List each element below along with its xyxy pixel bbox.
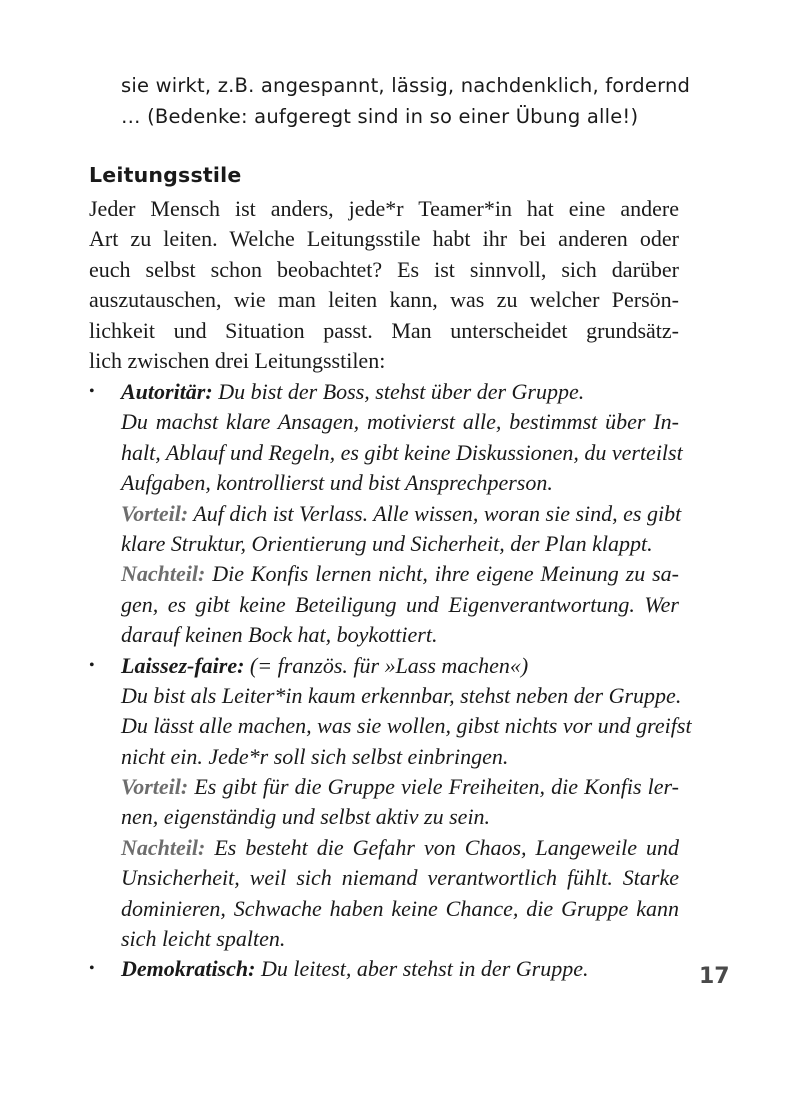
con-label: Nachteil: xyxy=(121,834,206,860)
paragraph-line: Jeder Mensch ist anders, jede*r Teamer*in hat eine andere xyxy=(89,196,679,221)
style-term-rest: Du bist der Boss, stehst über der Gruppe. xyxy=(212,379,585,404)
style-term: Autoritär: xyxy=(121,379,213,404)
style-con-line: dominieren, Schwache haben keine Chance, die Gruppe kann xyxy=(121,895,679,921)
style-term: Demokratisch: xyxy=(121,956,256,982)
list-item-autoritaer xyxy=(89,377,683,651)
style-desc-line: Du bist als Leiter*in kaum erkennbar, stehst neben der Gruppe. xyxy=(121,682,682,708)
style-pro-line xyxy=(121,772,679,802)
style-pro-line xyxy=(121,499,682,529)
pro-label: Vorteil: xyxy=(121,500,189,526)
style-pro-line: nen, eigenständig und selbst aktiv zu sein. xyxy=(121,804,491,830)
style-desc-line: nicht ein. Jede*r soll sich selbst einbringen. xyxy=(121,743,509,769)
pro-label: Vorteil: xyxy=(121,774,189,800)
con-text: Die Konfis lernen nicht, ihre eigene Meinung zu sa- xyxy=(205,561,679,587)
pro-text: Es gibt für die Gruppe viele Freiheiten, die Konfis ler- xyxy=(188,774,679,800)
style-term-rest: Du leitest, aber stehst in der Gruppe. xyxy=(255,956,589,982)
style-term-line xyxy=(121,651,679,681)
bullet-icon: • xyxy=(89,656,95,674)
list-item-laissez-faire xyxy=(89,651,692,955)
intro-line-1: sie wirkt, z.B. angespannt, lässig, nachdenklich, fordernd xyxy=(121,74,691,97)
pro-text: Auf dich ist Verlass. Alle wissen, woran sie sind, es gibt xyxy=(188,500,682,526)
bullet-icon: • xyxy=(89,960,95,978)
style-pro-line: klare Struktur, Orientierung und Sicherheit, der Plan klappt. xyxy=(121,530,653,556)
bullet-icon: • xyxy=(89,383,95,400)
leadership-styles-list xyxy=(89,377,692,985)
con-text: Es besteht die Gefahr von Chaos, Langeweile und xyxy=(205,834,679,860)
intro-paragraph xyxy=(89,194,679,376)
list-item-demokratisch xyxy=(89,954,679,984)
paragraph-line: lich zwischen drei Leitungsstilen: xyxy=(89,347,386,373)
paragraph-line: lichkeit und Situation passt. Man unterscheidet grundsätz- xyxy=(89,317,679,343)
paragraph-line: auszutauschen, wie man leiten kann, was zu welcher Persön- xyxy=(89,287,679,313)
style-con-line xyxy=(121,833,679,863)
paragraph-line: euch selbst schon beobachtet? Es ist sinnvoll, sich darüber xyxy=(89,256,679,282)
style-desc-line: Du machst klare Ansagen, motivierst alle, bestimmst über In- xyxy=(121,409,679,435)
style-con-line: Unsicherheit, weil sich niemand verantwortlich fühlt. Starke xyxy=(121,865,679,891)
style-con-line: sich leicht spalten. xyxy=(121,926,286,952)
style-con-line: gen, es gibt keine Beteiligung und Eigenverantwortung. Wer xyxy=(121,591,679,617)
section-heading: Leitungsstile xyxy=(89,163,242,187)
style-term-line xyxy=(121,377,679,407)
intro-line-2: … (Bedenke: aufgeregt sind in so einer Übung alle!) xyxy=(121,105,639,128)
con-label: Nachteil: xyxy=(121,561,206,587)
style-con-line xyxy=(121,559,679,589)
style-desc-line: halt, Ablauf und Regeln, es gibt keine Diskussionen, du verteilst xyxy=(121,439,683,465)
style-desc-line: Aufgaben, kontrollierst und bist Ansprechperson. xyxy=(121,470,553,496)
paragraph-line: Art zu leiten. Welche Leitungsstile habt ihr bei anderen oder xyxy=(89,226,679,252)
style-desc-line: Du lässt alle machen, was sie wollen, gibst nichts vor und greifst xyxy=(121,713,692,739)
style-con-line: darauf keinen Bock hat, boykottiert. xyxy=(121,622,438,648)
style-term: Laissez-faire: xyxy=(121,652,245,678)
page-number: 17 xyxy=(699,964,730,989)
style-term-rest: (= französ. für »Lass machen«) xyxy=(244,652,529,678)
style-term-line xyxy=(121,954,679,984)
intro-text xyxy=(121,70,691,132)
